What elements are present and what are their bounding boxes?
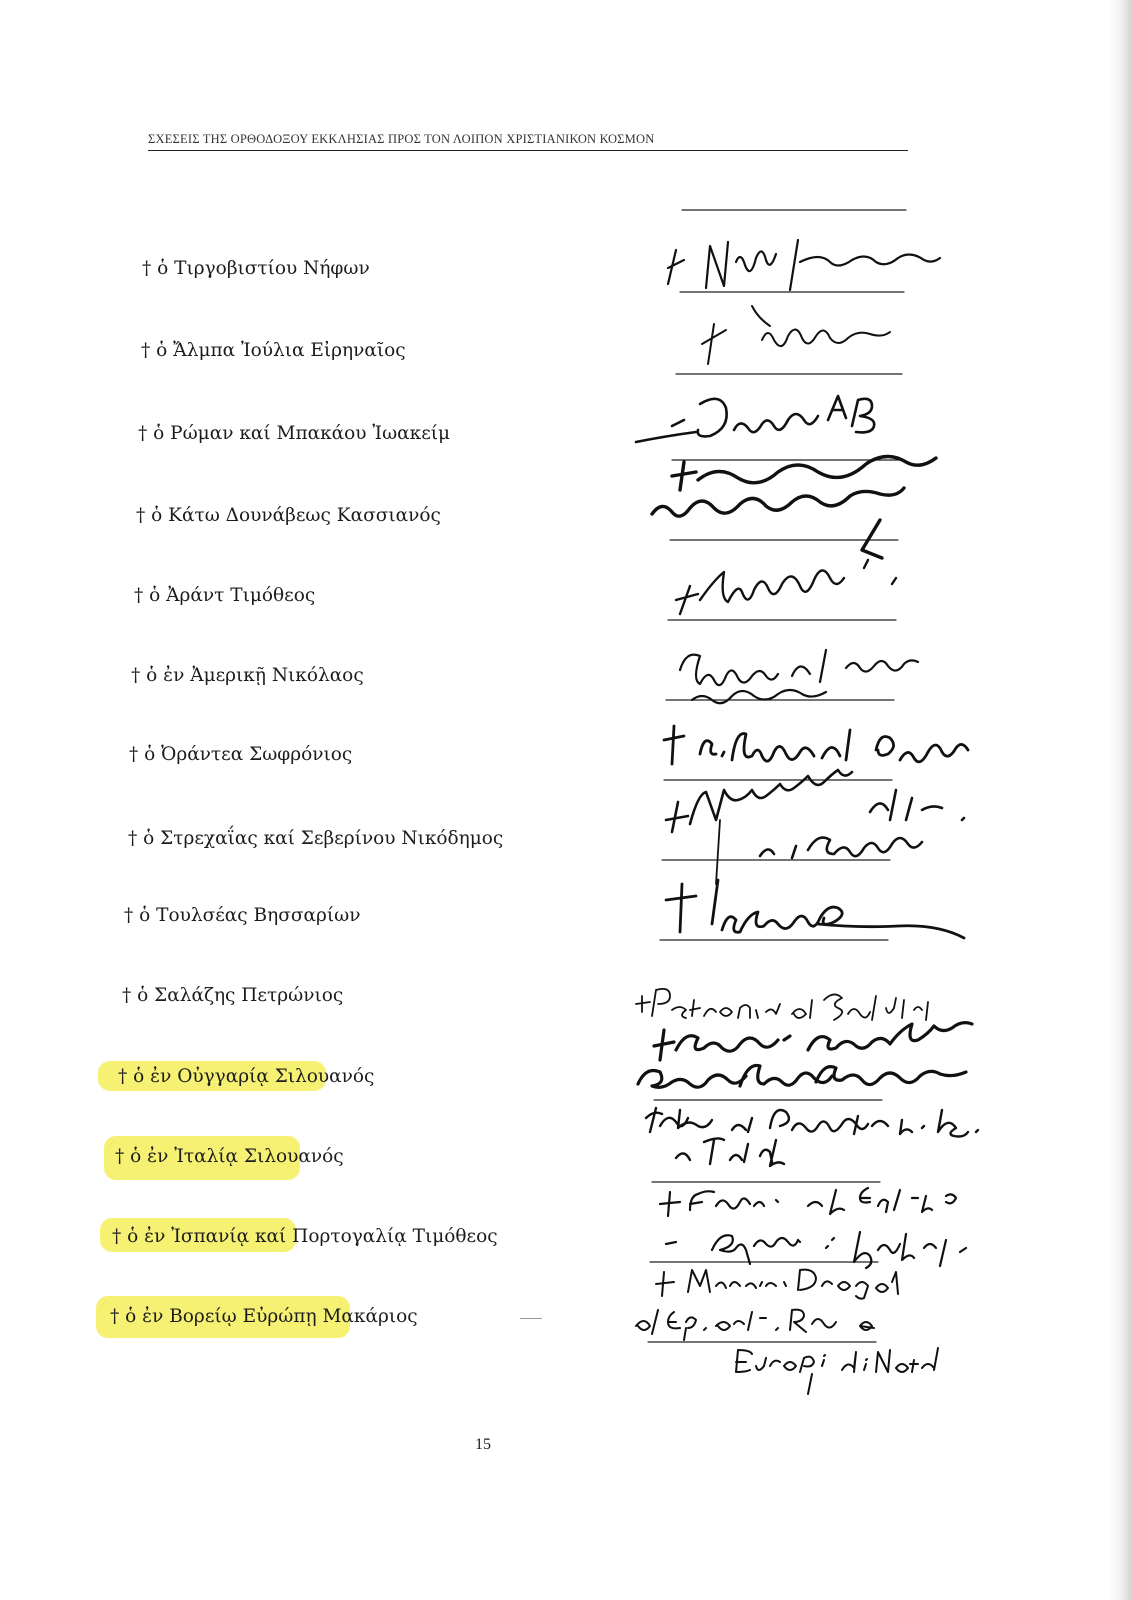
signature-10 — [636, 989, 928, 1020]
signature-3 — [636, 396, 874, 442]
signature-12 — [646, 1108, 978, 1166]
signatory-name: † ὁ Ὀράντεα Σωφρόνιος — [129, 744, 353, 765]
signatory-name: † ὁ Ἄλμπα Ἰούλια Εἰρηναῖος — [141, 340, 406, 361]
signature-9 — [666, 880, 964, 938]
signature-guide-lines — [648, 210, 906, 1342]
signature-13 — [660, 1188, 966, 1268]
signatory-name: † ὁ ἐν Ἰσπανίᾳ καί Πορτογαλίᾳ Τιμόθεος — [112, 1226, 498, 1247]
signature-5 — [676, 560, 896, 614]
signature-2 — [702, 306, 890, 364]
signatory-name: † ὁ ἐν Οὐγγαρίᾳ Σιλουανός — [118, 1066, 375, 1087]
signatory-name: † ὁ ἐν Βορείῳ Εὐρώπῃ Μακάριος — [110, 1306, 418, 1327]
signature-11 — [638, 1023, 972, 1088]
signatory-name: † ὁ Σαλάζης Πετρώνιος — [122, 985, 344, 1006]
signature-1 — [668, 240, 940, 290]
signature-8 — [666, 770, 964, 884]
signature-4 — [652, 456, 936, 558]
signatory-name: † ὁ Στρεχαΐας καί Σεβερίνου Νικόδημος — [128, 828, 504, 849]
signatory-name: † ὁ Ρώμαν καί Μπακάου Ἰωακείμ — [138, 423, 451, 444]
signature-6 — [680, 650, 918, 703]
signatory-name: † ὁ ἐν Ἰταλίᾳ Σιλουανός — [115, 1146, 344, 1167]
signatory-name: † ὁ ἐν Ἀμερικῇ Νικόλαος — [131, 665, 364, 686]
signatory-name: † ὁ Κάτω Δουνάβεως Κασσιανός — [136, 505, 441, 526]
signature-14 — [636, 1270, 938, 1394]
running-header: ΣΧΕΣΕΙΣ ΤΗΣ ΟΡΘΟΔΟΞΟΥ ΕΚΚΛΗΣΙΑΣ ΠΡΟΣ ΤΟΝ ΛΟΙΠΟΝ ΧΡΙΣΤΙΑΝΙΚΟΝ ΚΟΣΜΟΝ — [148, 132, 908, 151]
signatory-name: † ὁ Τιργοβιστίου Νήφων — [142, 258, 370, 279]
signatory-name: † ὁ Τουλσέας Βησσαρίων — [124, 905, 361, 926]
page-number: 15 — [475, 1436, 491, 1453]
signature-7 — [664, 726, 968, 764]
signatory-name: † ὁ Ἀράντ Τιμόθεος — [134, 585, 316, 606]
